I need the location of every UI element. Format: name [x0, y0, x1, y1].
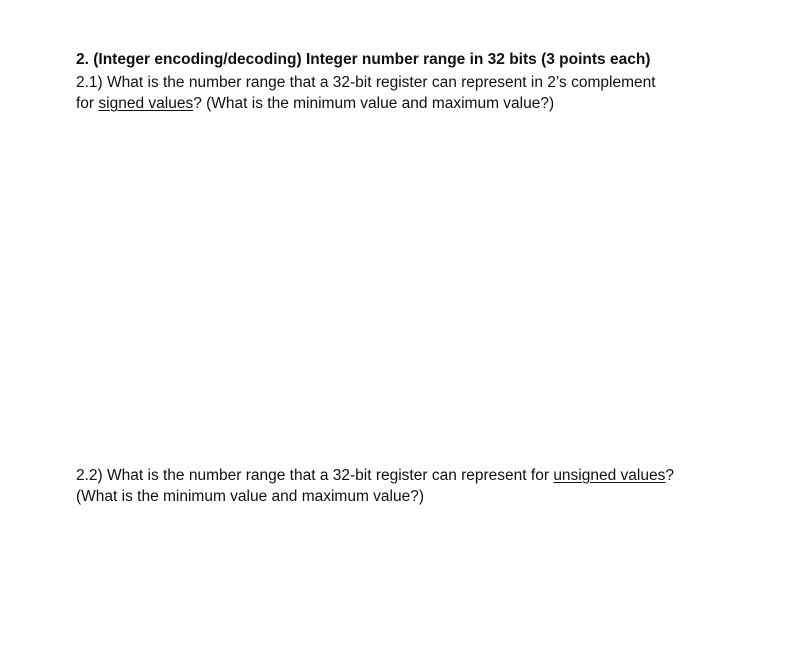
part1-question-line2: [76, 93, 554, 114]
part2-underlined-term: unsigned values: [553, 467, 666, 484]
part1-line2-prefix: for: [76, 95, 99, 112]
part1-underlined-term: signed values: [98, 95, 194, 112]
part1-line2-suffix: ? (What is the minimum value and maximum value?): [193, 95, 555, 112]
question-title: (Integer encoding/decoding) Integer number range in 32 bits (3 points each): [93, 51, 651, 68]
part2-line1-suffix: ?: [665, 467, 674, 484]
question-number: 2.: [76, 51, 89, 68]
part2-question-line2: (What is the minimum value and maximum value?): [76, 488, 425, 505]
part2-line1-prefix: 2.2) What is the number range that a 32-bit register can represent for: [76, 467, 554, 484]
question-heading: [76, 49, 650, 70]
part2-question-line1: [76, 465, 674, 486]
part1-question-line1: 2.1) What is the number range that a 32-bit register can represent in 2’s complement: [76, 74, 656, 91]
